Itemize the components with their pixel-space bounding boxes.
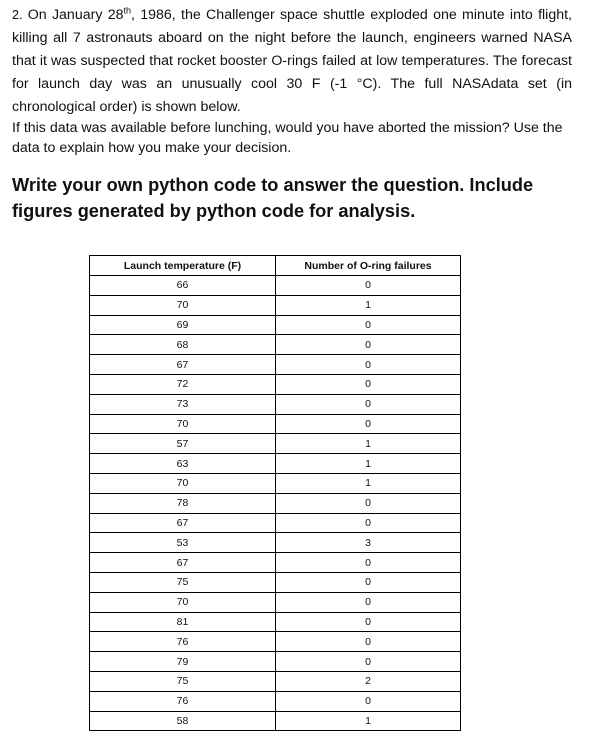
failures-cell: 0 — [276, 414, 461, 434]
table-row — [90, 553, 461, 573]
table-row — [90, 315, 461, 335]
table-row — [90, 592, 461, 612]
temperature-cell: 73 — [90, 394, 276, 414]
table-row — [90, 671, 461, 691]
header-launch-temperature: Launch temperature (F) — [90, 256, 276, 276]
problem-statement — [12, 4, 572, 119]
temperature-cell: 70 — [90, 295, 276, 315]
temperature-cell: 76 — [90, 632, 276, 652]
failures-cell: 1 — [276, 295, 461, 315]
table-row — [90, 414, 461, 434]
failures-cell: 0 — [276, 315, 461, 335]
temperature-cell: 58 — [90, 711, 276, 731]
temperature-cell: 66 — [90, 276, 276, 296]
table-row — [90, 691, 461, 711]
table-row — [90, 572, 461, 592]
temperature-cell: 70 — [90, 592, 276, 612]
temperature-cell: 72 — [90, 374, 276, 394]
temperature-cell: 67 — [90, 553, 276, 573]
table-row — [90, 276, 461, 296]
temperature-cell: 63 — [90, 454, 276, 474]
oring-data-table — [89, 255, 461, 731]
failures-cell: 1 — [276, 434, 461, 454]
temperature-cell: 67 — [90, 513, 276, 533]
temperature-cell: 57 — [90, 434, 276, 454]
failures-cell: 1 — [276, 454, 461, 474]
intro-text-b: , 1986, the Challenger space shuttle exploded one minute into flight, killing all 7 astronauts aboard on the night before the launch, engineers warned NASA that it was suspected that rocket booster O-rings failed at low temperatures. The forecast for launch day was an unusually cool 30 F (-1 °C). The full NASAdata set (in chronological order) is shown below. — [12, 7, 572, 115]
temperature-cell: 70 — [90, 473, 276, 493]
intro-text-a: On January 28 — [22, 7, 124, 23]
table-row — [90, 335, 461, 355]
table-row — [90, 295, 461, 315]
temperature-cell: 70 — [90, 414, 276, 434]
failures-cell: 1 — [276, 473, 461, 493]
table-row — [90, 454, 461, 474]
failures-cell: 0 — [276, 276, 461, 296]
failures-cell: 0 — [276, 632, 461, 652]
problem-number: 2. — [12, 8, 23, 22]
failures-cell: 3 — [276, 533, 461, 553]
header-oring-failures: Number of O-ring failures — [276, 256, 461, 276]
temperature-cell: 69 — [90, 315, 276, 335]
failures-cell: 0 — [276, 355, 461, 375]
failures-cell: 1 — [276, 711, 461, 731]
temperature-cell: 78 — [90, 493, 276, 513]
temperature-cell: 67 — [90, 355, 276, 375]
task-instruction: Write your own python code to answer the question. Include figures generated by python code for analysis. — [12, 175, 534, 221]
failures-cell: 0 — [276, 335, 461, 355]
failures-cell: 0 — [276, 652, 461, 672]
failures-cell: 0 — [276, 374, 461, 394]
failures-cell: 0 — [276, 612, 461, 632]
table-row — [90, 612, 461, 632]
failures-cell: 0 — [276, 513, 461, 533]
temperature-cell: 79 — [90, 652, 276, 672]
temperature-cell: 76 — [90, 691, 276, 711]
table-row — [90, 355, 461, 375]
temperature-cell: 81 — [90, 612, 276, 632]
failures-cell: 0 — [276, 493, 461, 513]
table-row — [90, 632, 461, 652]
temperature-cell: 75 — [90, 572, 276, 592]
table-row — [90, 473, 461, 493]
table-row — [90, 711, 461, 731]
table-header-row — [90, 256, 461, 276]
table-row — [90, 394, 461, 414]
temperature-cell: 68 — [90, 335, 276, 355]
table-row — [90, 374, 461, 394]
failures-cell: 0 — [276, 572, 461, 592]
table-row — [90, 434, 461, 454]
table-row — [90, 652, 461, 672]
temperature-cell: 53 — [90, 533, 276, 553]
table-row — [90, 513, 461, 533]
question-text: If this data was available before lunching, would you have aborted the mission? Use the data to explain how you make your decision. — [12, 120, 563, 156]
failures-cell: 2 — [276, 671, 461, 691]
table-row — [90, 493, 461, 513]
failures-cell: 0 — [276, 691, 461, 711]
failures-cell: 0 — [276, 394, 461, 414]
failures-cell: 0 — [276, 553, 461, 573]
ordinal-suffix: th — [123, 5, 132, 16]
table-row — [90, 533, 461, 553]
failures-cell: 0 — [276, 592, 461, 612]
temperature-cell: 75 — [90, 671, 276, 691]
